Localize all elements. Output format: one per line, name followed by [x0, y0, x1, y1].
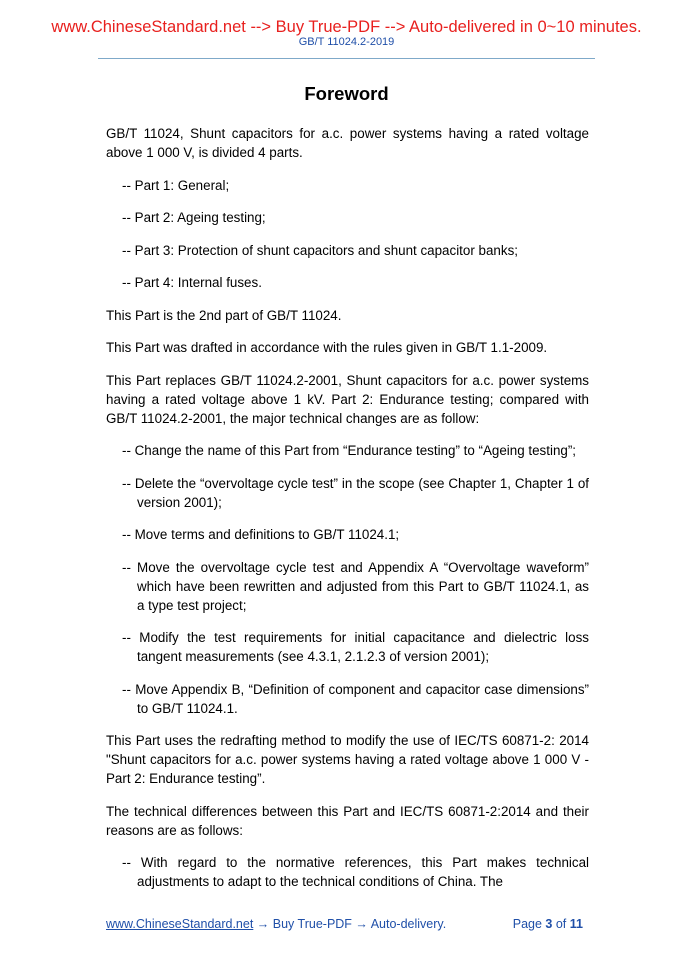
footer-site-link[interactable]: www.ChineseStandard.net [106, 917, 254, 931]
page-total: 11 [569, 917, 583, 931]
paragraph: This Part replaces GB/T 11024.2-2001, Shunt capacitors for a.c. power systems having a rated voltage above 1 kV. Part 2: Endurance testing; compared with GB/T 11024.2-2001, the major technical changes are as follow: [106, 372, 589, 426]
paragraph: This Part was drafted in accordance with the rules given in GB/T 1.1-2009. [106, 340, 548, 355]
list-item: -- Move terms and definitions to GB/T 11024.1; [122, 527, 400, 542]
standard-number: GB/T 11024.2-2019 [298, 36, 395, 48]
paragraph: This Part uses the redrafting method to modify the use of IEC/TS 60871-2: 2014 "Shunt capacitors for a.c. power systems having a rated voltage above 1 000 V - Part 2: Endurance testing”. [106, 733, 589, 786]
page-number: 3 [545, 917, 553, 931]
header-divider [98, 58, 595, 59]
list-item: -- Change the name of this Part from “Endurance testing” to “Ageing testing”; [122, 443, 577, 458]
list-item: -- Part 4: Internal fuses. [122, 275, 262, 290]
top-banner-link[interactable]: www.ChineseStandard.net --> Buy True-PDF --> Auto-delivered in 0~10 minutes. [51, 18, 642, 36]
list-item: -- Move Appendix B, “Definition of component and capacitor case dimensions” to GB/T 11024.1. [122, 681, 589, 716]
foreword-body [106, 124, 589, 905]
paragraph: This Part is the 2nd part of GB/T 11024. [106, 307, 342, 323]
page-indicator [513, 916, 583, 932]
list-item: -- Move the overvoltage cycle test and Appendix A “Overvoltage waveform” which have been rewritten and adjusted from this Part to GB/T 11024.1, as a type test project; [122, 559, 589, 613]
list-item: -- Part 2: Ageing testing; [122, 210, 266, 225]
page-footer [106, 916, 589, 932]
list-item: -- Part 3: Protection of shunt capacitors and shunt capacitor banks; [122, 242, 518, 258]
page-label: Page [512, 917, 542, 931]
list-item: -- Part 1: General; [122, 177, 230, 193]
list-item: -- Modify the test requirements for initial capacitance and dielectric loss tangent measurements (see 4.3.1, 2.1.2.3 of version 2001); [122, 630, 589, 664]
paragraph: GB/T 11024, Shunt capacitors for a.c. power systems having a rated voltage above 1 000 V, is divided 4 parts. [106, 126, 589, 160]
paragraph: The technical differences between this Part and IEC/TS 60871-2:2014 and their reasons are as follows: [106, 803, 589, 838]
list-item: -- With regard to the normative references, this Part makes technical adjustments to adapt to the technical conditions of China. The [122, 855, 589, 889]
page-title: Foreword [304, 83, 389, 104]
of-label: of [555, 917, 567, 931]
footer-tagline: → Buy True-PDF → Auto-delivery. [253, 917, 447, 931]
list-item: -- Delete the “overvoltage cycle test” in the scope (see Chapter 1, Chapter 1 of version 2001); [122, 475, 589, 510]
